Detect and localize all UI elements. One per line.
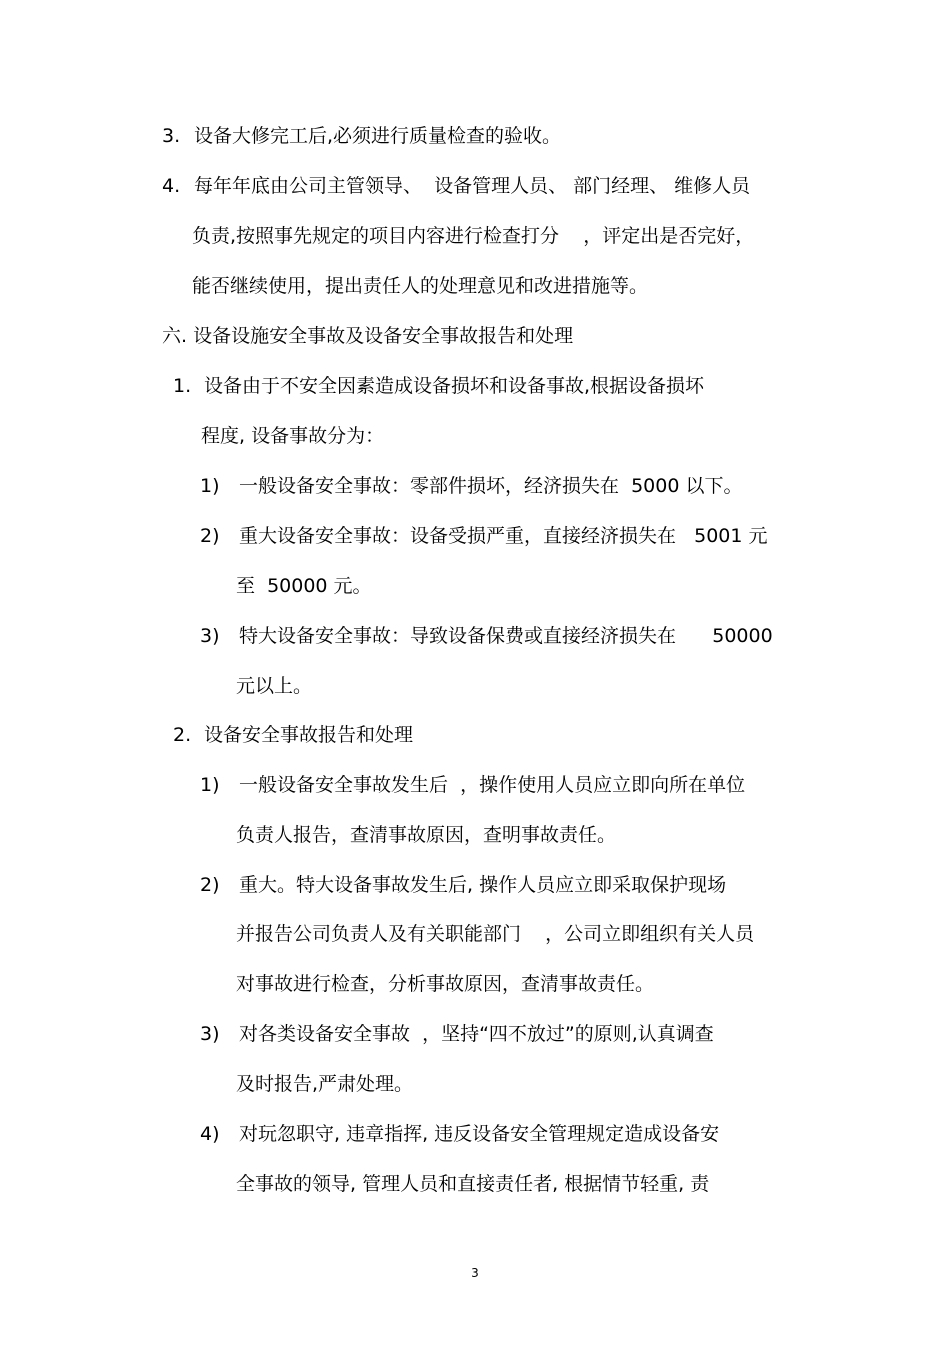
subitem-text: 对各类设备安全事故 ，坚持“四不放过”的原则,认真调查 bbox=[239, 1023, 714, 1045]
subitem-text: 重大。特大设备事故发生后, 操作人员应立即采取保护现场 bbox=[239, 874, 727, 896]
subitem-number: 3) bbox=[200, 1023, 220, 1045]
subitem-text: 一般设备安全事故发生后 ，操作使用人员应立即向所在单位 bbox=[239, 774, 746, 796]
item-text: 设备大修完工后,必须进行质量检查的验收。 bbox=[194, 125, 562, 147]
item-number: 4. bbox=[162, 175, 181, 197]
subitem-text: 对事故进行检查，分析事故原因，查清事故责任。 bbox=[236, 973, 655, 995]
item-number: 1. bbox=[173, 375, 192, 397]
subitem-number: 4) bbox=[200, 1123, 220, 1145]
subitem-number: 1) bbox=[200, 475, 220, 497]
subitem-text: 全事故的领导, 管理人员和直接责任者, 根据情节轻重, 责 bbox=[236, 1173, 710, 1195]
subitem-text: 及时报告,严肃处理。 bbox=[236, 1073, 414, 1095]
item-number: 3. bbox=[162, 125, 181, 147]
item-text: 每年年底由公司主管领导、 设备管理人员、 部门经理、 维修人员 bbox=[194, 175, 751, 197]
item-text: 程度, 设备事故分为： bbox=[201, 425, 385, 447]
item-number: 2. bbox=[173, 724, 192, 746]
item-text: 设备安全事故报告和处理 bbox=[204, 724, 414, 746]
subitem-number: 3) bbox=[200, 625, 220, 647]
subitem-number: 2) bbox=[200, 874, 220, 896]
subitem-number: 2) bbox=[200, 525, 220, 547]
subitem-text: 元以上。 bbox=[236, 675, 313, 697]
subitem-text: 至 50000 元。 bbox=[236, 575, 372, 597]
item-text: 设备由于不安全因素造成设备损坏和设备事故,根据设备损坏 bbox=[204, 375, 705, 397]
subitem-text: 负责人报告，查清事故原因，查明事故责任。 bbox=[236, 824, 617, 846]
subitem-number: 1) bbox=[200, 774, 220, 796]
item-text: 能否继续使用，提出责任人的处理意见和改进措施等。 bbox=[192, 275, 649, 297]
section-heading: 六. 设备设施安全事故及设备安全事故报告和处理 bbox=[162, 325, 574, 347]
item-text: 负责,按照事先规定的项目内容进行检查打分 ，评定出是否完好， bbox=[192, 225, 755, 247]
subitem-text: 重大设备安全事故：设备受损严重，直接经济损失在 5001 元 bbox=[239, 525, 768, 547]
subitem-text: 一般设备安全事故：零部件损坏，经济损失在 5000 以下。 bbox=[239, 475, 743, 497]
subitem-text: 对玩忽职守, 违章指挥, 违反设备安全管理规定造成设备安 bbox=[239, 1123, 720, 1145]
page-number: 3 bbox=[471, 1266, 479, 1280]
subitem-text: 特大设备安全事故：导致设备保费或直接经济损失在 50000 bbox=[239, 625, 773, 647]
subitem-text: 并报告公司负责人及有关职能部门 ，公司立即组织有关人员 bbox=[236, 923, 755, 945]
